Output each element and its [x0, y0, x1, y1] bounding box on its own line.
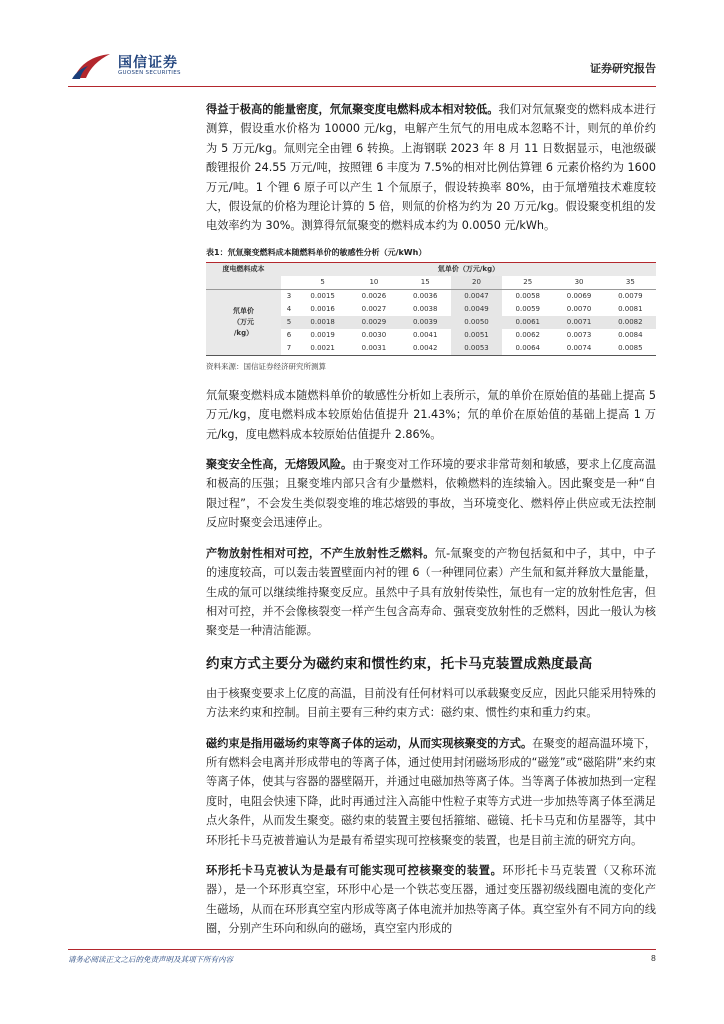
page-number: 8: [650, 954, 656, 963]
table-column-header: 25: [502, 276, 553, 290]
table-cell: 0.0038: [412, 305, 438, 314]
sensitivity-table-wrapper: [206, 262, 656, 356]
table-caption: 表1：氘氚聚变燃料成本随燃料单价的敏感性分析（元/kWh）: [206, 247, 427, 257]
table-cell: 0.0051: [451, 329, 502, 342]
table-cell: 0.0021: [310, 344, 335, 353]
logo-chinese-name: 国信证券: [118, 55, 178, 71]
header-divider: [68, 86, 656, 87]
row-key: 7: [286, 344, 292, 353]
paragraph-safety: [206, 455, 656, 533]
table-row-group-label: 氘单价 （万元 /kg）: [206, 303, 281, 342]
footer-divider: [68, 949, 656, 950]
table-cell: 0.0073: [566, 331, 592, 340]
table-column-header: 35: [605, 276, 656, 290]
table-cell: 0.0074: [566, 344, 592, 353]
table-cell: 0.0042: [412, 344, 438, 353]
paragraph-body: 氘-氚聚变的产物包括氦和中子，其中，中子的速度较高，可以轰击装置壁面内衬的锂 6（一种锂同位素）产生氚和氦并释放大量能量，生成的氚可以继续维持聚变反应。虽然中子具有放射传染性，氚也有一定的放射性危害，但相对可控，并不会像核裂变一样产生包含高寿命、强衰变放射性的乏燃料，因此一般认为核聚变是一种清洁能源。: [206, 546, 656, 638]
table-cell: 0.0050: [464, 318, 489, 327]
table-cell: 0.0070: [566, 305, 592, 314]
table-column-header: 15: [400, 276, 451, 290]
table-cell: 0.0047: [451, 289, 502, 303]
report-type-title: 证券研究报告: [590, 62, 656, 75]
paragraph-lead: 产物放射性相对可控，不产生放射性乏燃料。: [206, 546, 435, 560]
table-cell: 0.0082: [618, 318, 643, 327]
paragraph-body: 由于核聚变要求上亿度的高温，目前没有任何材料可以承载聚变反应，因此只能采用特殊的方法来约束和控制。目前主要有三种约束方式：磁约束、惯性约束和重力约束。: [206, 686, 656, 720]
table-cell: 0.0069: [566, 292, 592, 301]
table-cell: 0.0062: [515, 331, 541, 340]
paragraph-lead: 聚变安全性高，无熔毁风险。: [206, 458, 353, 472]
table-cell: 0.0030: [361, 331, 387, 340]
paragraph-magnetic-confinement: [206, 734, 656, 850]
table-corner-label: 度电燃料成本: [206, 263, 281, 276]
row-key: 6: [286, 331, 292, 340]
table-row: [206, 289, 656, 303]
table-cell: 0.0053: [451, 342, 502, 355]
table-cell: 0.0029: [361, 318, 387, 327]
page-header: [0, 0, 724, 92]
paragraph-tokamak: [206, 861, 656, 939]
table-cell: 0.0064: [515, 344, 541, 353]
paragraph-confinement-intro: [206, 684, 656, 723]
table-column-header: 5: [297, 276, 348, 290]
table-row: [206, 303, 656, 316]
row-key: 4: [286, 305, 292, 314]
table-column-header: 10: [348, 276, 399, 290]
table-cell: 0.0061: [515, 318, 541, 327]
table-column-group-label: 氚单价（万元/kg）: [281, 263, 656, 276]
paragraph-radioactivity: [206, 544, 656, 641]
row-key: 5: [286, 318, 292, 327]
table-source-note: 资料来源：国信证券经济研究所测算: [206, 361, 326, 371]
row-key: 3: [286, 292, 292, 301]
paragraph-lead: 得益于极高的能量密度，氘氚聚变度电燃料成本相对较低。: [206, 103, 499, 116]
paragraph-body: 我们对氘氚聚变的燃料成本进行测算，假设重水价格为 10000 元/kg，电解产生氘气的用电成本忽略不计，则氘的单价约为 5 万元/kg。氚则完全由锂 6 转换。上海钢联 2023 年 8 月 11 日数据显示，电池级碳酸锂报价 24.55 万元/吨，按照锂 6 丰度为 7.5%的相对比例估算锂 6 元素价格约为 1600 万元/吨。1 个锂 6 原子可以产生 1 个氚原子，假设转换率 80%，由于氚增殖技术难度较大，假设氚的价格为理论计算的 5 倍，则氚的价格为约为 20 万元/kg。假设聚变机组的发电效率约为 30%。测算得氘氚聚变的燃料成本约为 0.0050 元/kWh。: [206, 103, 656, 233]
table-cell: 0.0071: [566, 318, 592, 327]
paragraph-body: 环形托卡马克装置（又称环流器），是一个环形真空室，环形中心是一个铁芯变压器，通过变压器初级线圈电流的变化产生磁场，从而在环形真空室内形成等离子体电流并加热等离子体。真空室外有不同方向的线圈，分别产生环向和纵向的磁场，真空室内形成的: [206, 863, 656, 936]
paragraph-fuel-cost: [206, 100, 656, 236]
table-cell: 0.0079: [618, 292, 643, 301]
section-heading: 约束方式主要分为磁约束和惯性约束，托卡马克装置成熟度最高: [206, 655, 593, 672]
table-column-header: 20: [451, 276, 502, 290]
main-content: [206, 100, 656, 950]
sensitivity-table: [206, 263, 656, 355]
paragraph-sensitivity: [206, 386, 656, 444]
table-cell: 0.0016: [310, 305, 335, 314]
logo-english-name: GUOSEN SECURITIES: [118, 70, 181, 76]
table-cell: 0.0041: [412, 331, 438, 340]
table-cell: 0.0049: [451, 303, 502, 316]
table-column-header: 30: [553, 276, 604, 290]
table-cell: 0.0019: [310, 331, 335, 340]
table-cell: 0.0085: [618, 344, 643, 353]
table-cell: 0.0081: [618, 305, 643, 314]
guosen-logo-icon: [70, 48, 114, 82]
table-cell: 0.0084: [618, 331, 643, 340]
paragraph-lead: 磁约束是指用磁场约束等离子体的运动，从而实现核聚变的方式。: [206, 736, 533, 750]
table-cell: 0.0018: [310, 318, 335, 327]
table-row: [206, 342, 656, 355]
table-cell: 0.0027: [361, 305, 387, 314]
paragraph-body: 由于聚变对工作环境的要求非常苛刻和敏感，要求上亿度高温和极高的压强；且聚变堆内部只含有少量燃料，依赖燃料的连续输入。因此聚变是一种“自限过程”，不会发生类似裂变堆的堆芯熔毁的事故，当环境变化、燃料停止供应或无法控制反应时聚变会迅速停止。: [206, 458, 656, 530]
table-cell: 0.0039: [412, 318, 438, 327]
table-cell: 0.0036: [412, 292, 438, 301]
table-column-header-row: [206, 276, 656, 290]
table-cell: 0.0059: [515, 305, 541, 314]
paragraph-body: 氘氚聚变燃料成本随燃料单价的敏感性分析如上表所示，氚的单价在原始值的基础上提高 5 万元/kg，度电燃料成本较原始估值提升 21.43%；氘的单价在原始值的基础上提高 1 万元/kg，度电燃料成本较原始估值提升 2.86%。: [206, 388, 656, 441]
paragraph-lead: 环形托卡马克被认为是最有可能实现可控核聚变的装置。: [206, 863, 503, 877]
paragraph-body: 在聚变的超高温环境下，所有燃料会电离并形成带电的等离子体，通过使用封闭磁场形成的“磁笼”或“磁陷阱”来约束等离子体，使其与容器的器壁隔开，并通过电磁加热等离子体。当等离子体被加热到一定程度时，电阻会快速下降，此时再通过注入高能中性粒子束等方式进一步加热等离子体至满足点火条件，从而发生聚变。磁约束的装置主要包括箍缩、磁镜、托卡马克和仿星器等，其中环形托卡马克被普遍认为是最有希望实现可控核聚变的装置，也是目前主流的研究方向。: [206, 736, 656, 847]
footer-disclaimer: 请务必阅读正文之后的免责声明及其项下所有内容: [68, 955, 233, 964]
table-cell: 0.0031: [361, 344, 387, 353]
table-cell: 0.0026: [361, 292, 387, 301]
guosen-logo: [70, 48, 220, 84]
table-cell: 0.0058: [515, 292, 541, 301]
table-cell: 0.0015: [310, 292, 335, 301]
